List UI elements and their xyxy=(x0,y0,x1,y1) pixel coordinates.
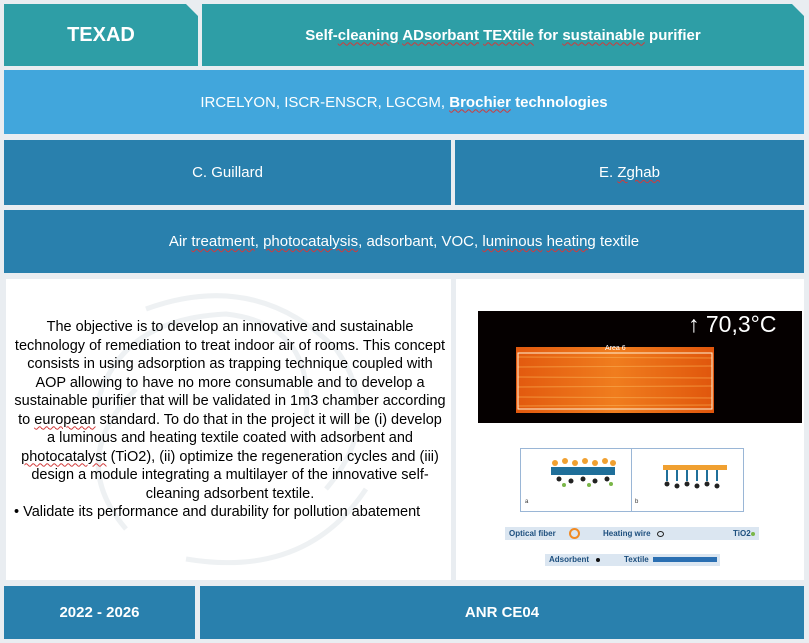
project-description xyxy=(14,318,446,522)
thermal-image xyxy=(478,311,802,423)
description-bullet: • Validate its performance and durability for pollution abatement xyxy=(14,504,421,520)
funding-program: ANR CE04 xyxy=(464,604,540,621)
heating-wire-icon xyxy=(657,531,664,537)
schematic-label-a: a xyxy=(525,499,529,505)
schematic-label-b: b xyxy=(635,499,639,505)
multilayer-a-graphic xyxy=(549,455,619,489)
optical-fiber-icon xyxy=(569,528,580,539)
coordinator-left-banner xyxy=(4,140,451,205)
corner-fold xyxy=(792,4,804,16)
project-title: Self-cleaning ADsorbant TEXtile for sustainable purifier xyxy=(305,26,701,44)
coordinator-right-banner xyxy=(455,140,804,205)
project-years: 2022 - 2026 xyxy=(59,604,140,621)
coordinator-right: E. Zghab xyxy=(599,164,660,181)
legend-row-2 xyxy=(545,554,720,566)
legend-optical-fiber-label: Optical fiber xyxy=(509,529,556,538)
textile-icon xyxy=(653,557,717,562)
textile-schematic xyxy=(520,448,744,512)
project-acronym: TEXAD xyxy=(67,23,135,46)
temperature-readout: ↑ 70,3°C xyxy=(688,311,777,337)
tio2-icon xyxy=(751,532,755,536)
multilayer-b-graphic xyxy=(661,459,731,493)
partners-list: IRCELYON, ISCR-ENSCR, LGCGM, Brochier technologies xyxy=(200,93,608,111)
legend-adsorbent-label: Adsorbent xyxy=(549,555,589,564)
legend-heating-wire-label: Heating wire xyxy=(603,529,651,538)
area-label: Area 6 xyxy=(605,345,626,352)
funding-banner xyxy=(200,586,804,639)
legend-textile-label: Textile xyxy=(624,555,649,564)
corner-fold xyxy=(186,4,198,16)
schematic-divider xyxy=(631,449,632,511)
adsorbent-icon xyxy=(596,558,600,562)
keywords-banner xyxy=(4,210,804,273)
years-banner xyxy=(4,586,195,639)
partners-banner xyxy=(4,70,804,134)
title-banner xyxy=(202,4,804,66)
keywords-list: Air treatment, photocatalysis, adsorbant, VOC, luminous heating textile xyxy=(168,233,640,250)
coordinator-left: C. Guillard xyxy=(192,164,263,181)
legend-tio2-label: TiO2 xyxy=(733,529,751,538)
legend-row-1 xyxy=(505,527,759,540)
description-main: The objective is to develop an innovative and sustainable technology of remediation to treat indoor air of rooms. This concept consists in using adsorption as trapping technique coupled with AOP allowing to have no more consumable and to develop a sustainable purifier that will be validated in 1m3 chamber according to european standard. To do that in the project it will be (i) develop a luminous and heating textile coated with adsorbent and photocatalyst (TiO2), (ii) optimize the regeneration cycles and (iii) design a module integrating a multilayer of the innovative self-cleaning adsorbent textile. xyxy=(14,319,446,502)
acronym-banner xyxy=(4,4,198,66)
